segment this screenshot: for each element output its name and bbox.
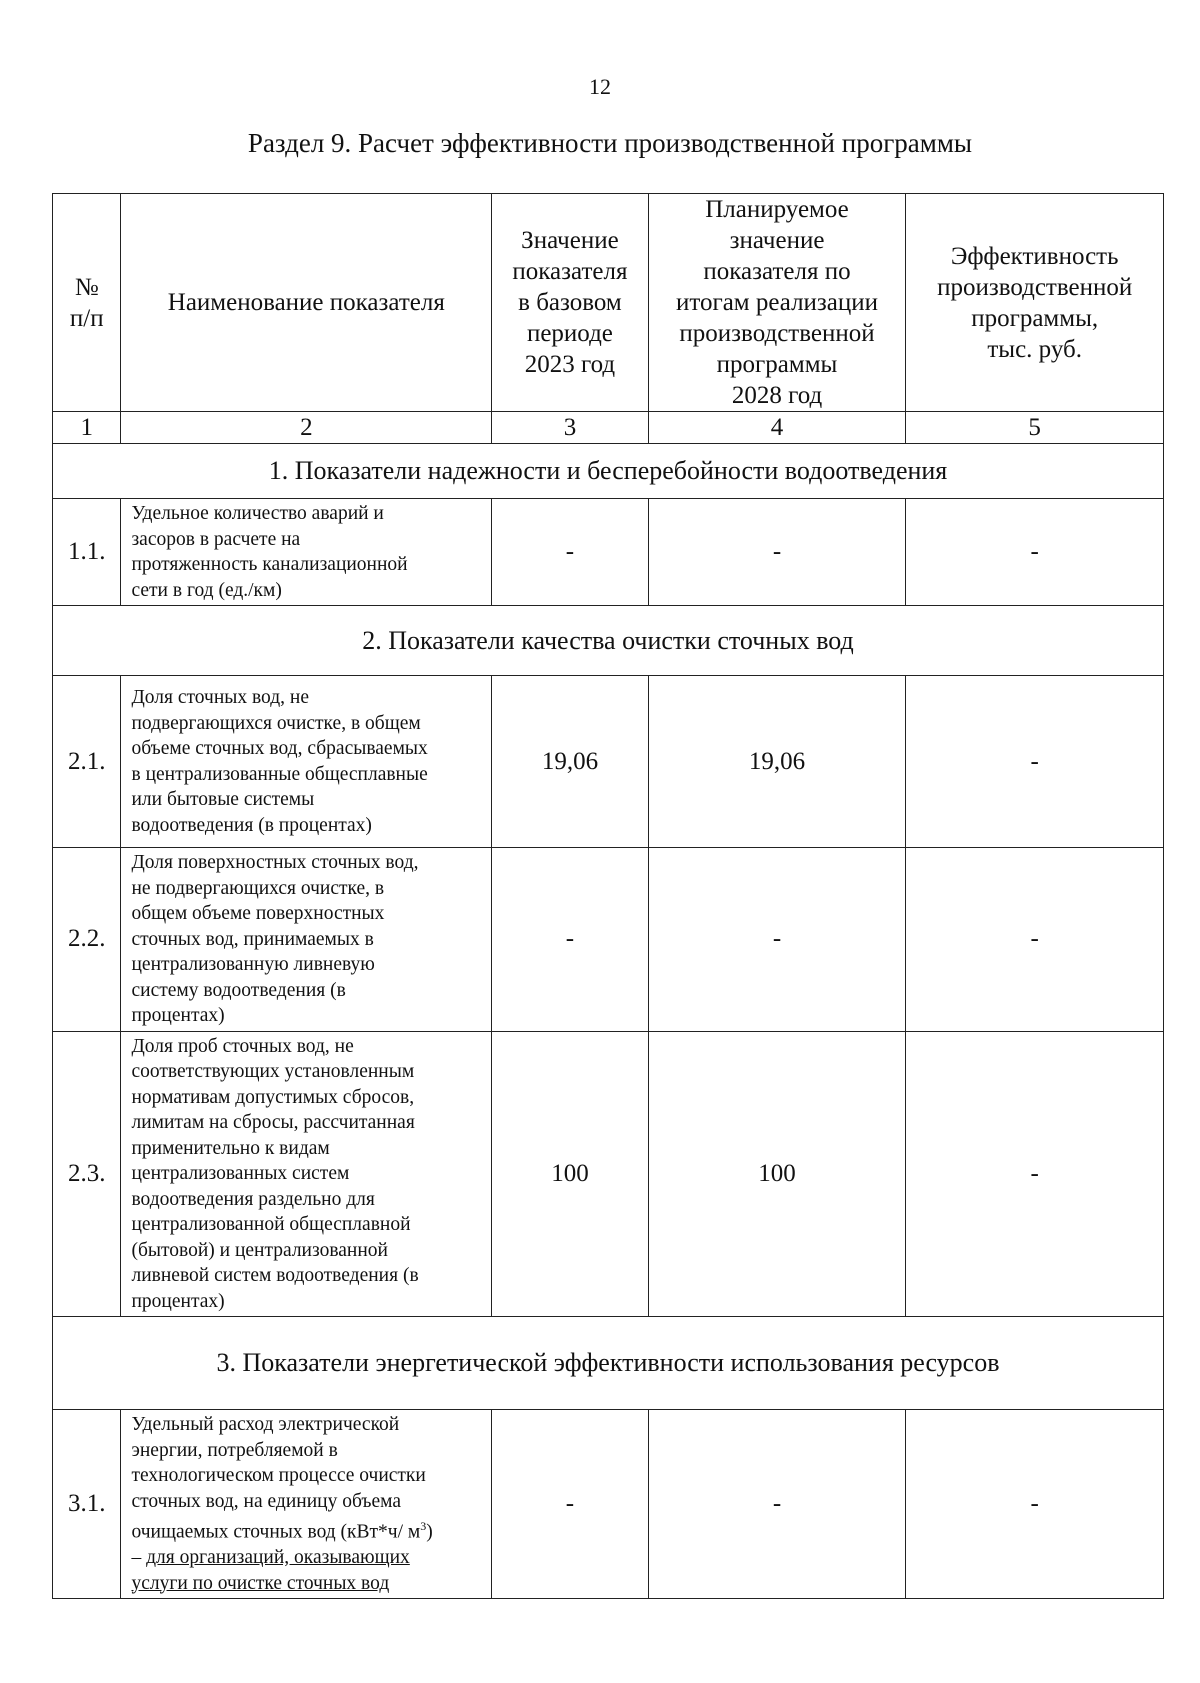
unit-text: очищаемых сточных вод (кВт*ч/ м [131, 1521, 421, 1543]
name-line: Доля сточных вод, не [131, 687, 310, 708]
name-line: водоотведения (в процентах) [131, 814, 372, 836]
planned-value: 19,06 [648, 676, 906, 848]
column-number: 3 [492, 412, 649, 444]
efficiency-value: - [906, 676, 1164, 848]
planned-value: - [648, 499, 906, 606]
name-line: централизованных систем [131, 1163, 350, 1184]
column-number: 2 [121, 412, 492, 444]
table-header-row [53, 194, 1164, 412]
planned-value: - [648, 848, 906, 1032]
header-line: производственной [937, 273, 1133, 301]
header-number [53, 194, 121, 412]
table-row [53, 1031, 1164, 1317]
unit-close: ) [426, 1521, 433, 1543]
header-planned-value [648, 194, 906, 412]
header-line: Эффективность [950, 242, 1119, 270]
name-line: централизованную ливневую [131, 954, 375, 975]
indicator-name [121, 676, 492, 848]
table-row [53, 499, 1164, 606]
name-line: ливневой систем водоотведения (в [131, 1265, 419, 1286]
unit-superscript: 3 [420, 1519, 427, 1533]
planned-value: 100 [648, 1031, 906, 1317]
header-line: программы [716, 351, 838, 378]
header-line: значение [729, 227, 825, 254]
indicator-name [121, 1031, 492, 1317]
header-efficiency [906, 194, 1164, 412]
base-value: - [492, 1410, 649, 1599]
name-line: соответствующих установленным [131, 1061, 415, 1082]
efficiency-table [52, 193, 1164, 1599]
base-value: 19,06 [492, 676, 649, 848]
header-indicator-name [121, 194, 492, 412]
efficiency-value: - [906, 499, 1164, 606]
column-number: 4 [648, 412, 906, 444]
header-line: показателя по [703, 258, 851, 285]
efficiency-value: - [906, 1410, 1164, 1599]
section-row [53, 606, 1164, 676]
header-line: Планируемое [705, 196, 849, 223]
indicator-name [121, 1410, 492, 1599]
row-number: 3.1. [53, 1410, 121, 1599]
underlined-text: для организаций, оказывающих [146, 1547, 410, 1568]
section-title-cell: 1. Показатели надежности и бесперебойности водоотведения [53, 444, 1164, 499]
header-line: производственной [679, 320, 875, 347]
header-line: программы, [971, 304, 1099, 332]
header-line: п/п [69, 304, 104, 332]
efficiency-value: - [906, 848, 1164, 1032]
name-line: (бытовой) и централизованной [131, 1239, 388, 1261]
name-line: Удельный расход электрической [131, 1414, 400, 1435]
name-line: энергии, потребляемой в [131, 1439, 338, 1461]
header-line: Наименование показателя [167, 289, 445, 316]
page-number: 12 [589, 74, 611, 99]
row-number: 2.2. [53, 848, 121, 1032]
name-line: централизованной общесплавной [131, 1214, 411, 1235]
section-row [53, 1317, 1164, 1410]
name-line [131, 1545, 483, 1571]
row-number: 2.1. [53, 676, 121, 848]
table-row [53, 848, 1164, 1032]
section-title-cell: 2. Показатели качества очистки сточных вод [53, 606, 1164, 676]
header-line: итогам реализации [675, 289, 879, 316]
name-line: объеме сточных вод, сбрасываемых [131, 738, 428, 759]
table-row [53, 676, 1164, 848]
name-line: технологическом процессе очистки [131, 1465, 426, 1486]
row-number: 1.1. [53, 499, 121, 606]
name-line: Доля проб сточных вод, не [131, 1035, 354, 1057]
name-line: в централизованные общесплавные [131, 763, 428, 785]
name-line: применительно к видам [131, 1137, 330, 1159]
header-base-value [492, 194, 649, 412]
header-line: № [74, 273, 99, 301]
header-line: показателя [512, 258, 628, 285]
name-line: сточных вод, на единицу объема [131, 1490, 401, 1512]
name-line: Удельное количество аварий и [131, 503, 384, 524]
base-value: - [492, 499, 649, 606]
column-number-row [53, 412, 1164, 444]
name-line: процентах) [131, 1290, 225, 1312]
header-line: в базовом [518, 289, 622, 316]
name-line: сети в год (ед./км) [131, 579, 282, 601]
base-value: 100 [492, 1031, 649, 1317]
table-row [53, 1410, 1164, 1599]
efficiency-value: - [906, 1031, 1164, 1317]
name-unit-line [131, 1514, 483, 1545]
base-value: - [492, 848, 649, 1032]
indicator-name [121, 499, 492, 606]
name-line: или бытовые системы [131, 789, 315, 810]
header-line: Значение [521, 227, 619, 254]
name-line: водоотведения раздельно для [131, 1188, 375, 1210]
indicator-name [121, 848, 492, 1032]
name-line: Доля поверхностных сточных вод, [131, 852, 419, 873]
name-line: засоров в расчете на [131, 528, 301, 550]
name-line: не подвергающихся очистке, в [131, 877, 385, 899]
column-number: 1 [53, 412, 121, 444]
name-line: лимитам на сбросы, рассчитанная [131, 1112, 415, 1133]
name-line: общем объеме поверхностных [131, 903, 385, 924]
name-line: протяженность канализационной [131, 554, 408, 575]
name-line: подвергающихся очистке, в общем [131, 712, 421, 734]
header-line: периоде [526, 320, 613, 347]
underlined-line: услуги по очистке сточных вод [131, 1572, 390, 1594]
name-line: нормативам допустимых сбросов, [131, 1086, 415, 1108]
name-line: систему водоотведения (в [131, 979, 346, 1001]
name-line: сточных вод, принимаемых в [131, 928, 374, 950]
header-line: 2023 год [524, 351, 616, 378]
name-line: процентах) [131, 1005, 225, 1026]
header-line: тыс. руб. [987, 335, 1082, 363]
section-row [53, 444, 1164, 499]
header-line: 2028 год [731, 382, 823, 409]
column-number: 5 [906, 412, 1164, 444]
section-title: Раздел 9. Расчет эффективности производственной программы [247, 128, 973, 158]
dash: – [131, 1547, 147, 1568]
planned-value: - [648, 1410, 906, 1599]
section-title-cell: 3. Показатели энергетической эффективности использования ресурсов [53, 1317, 1164, 1410]
row-number: 2.3. [53, 1031, 121, 1317]
